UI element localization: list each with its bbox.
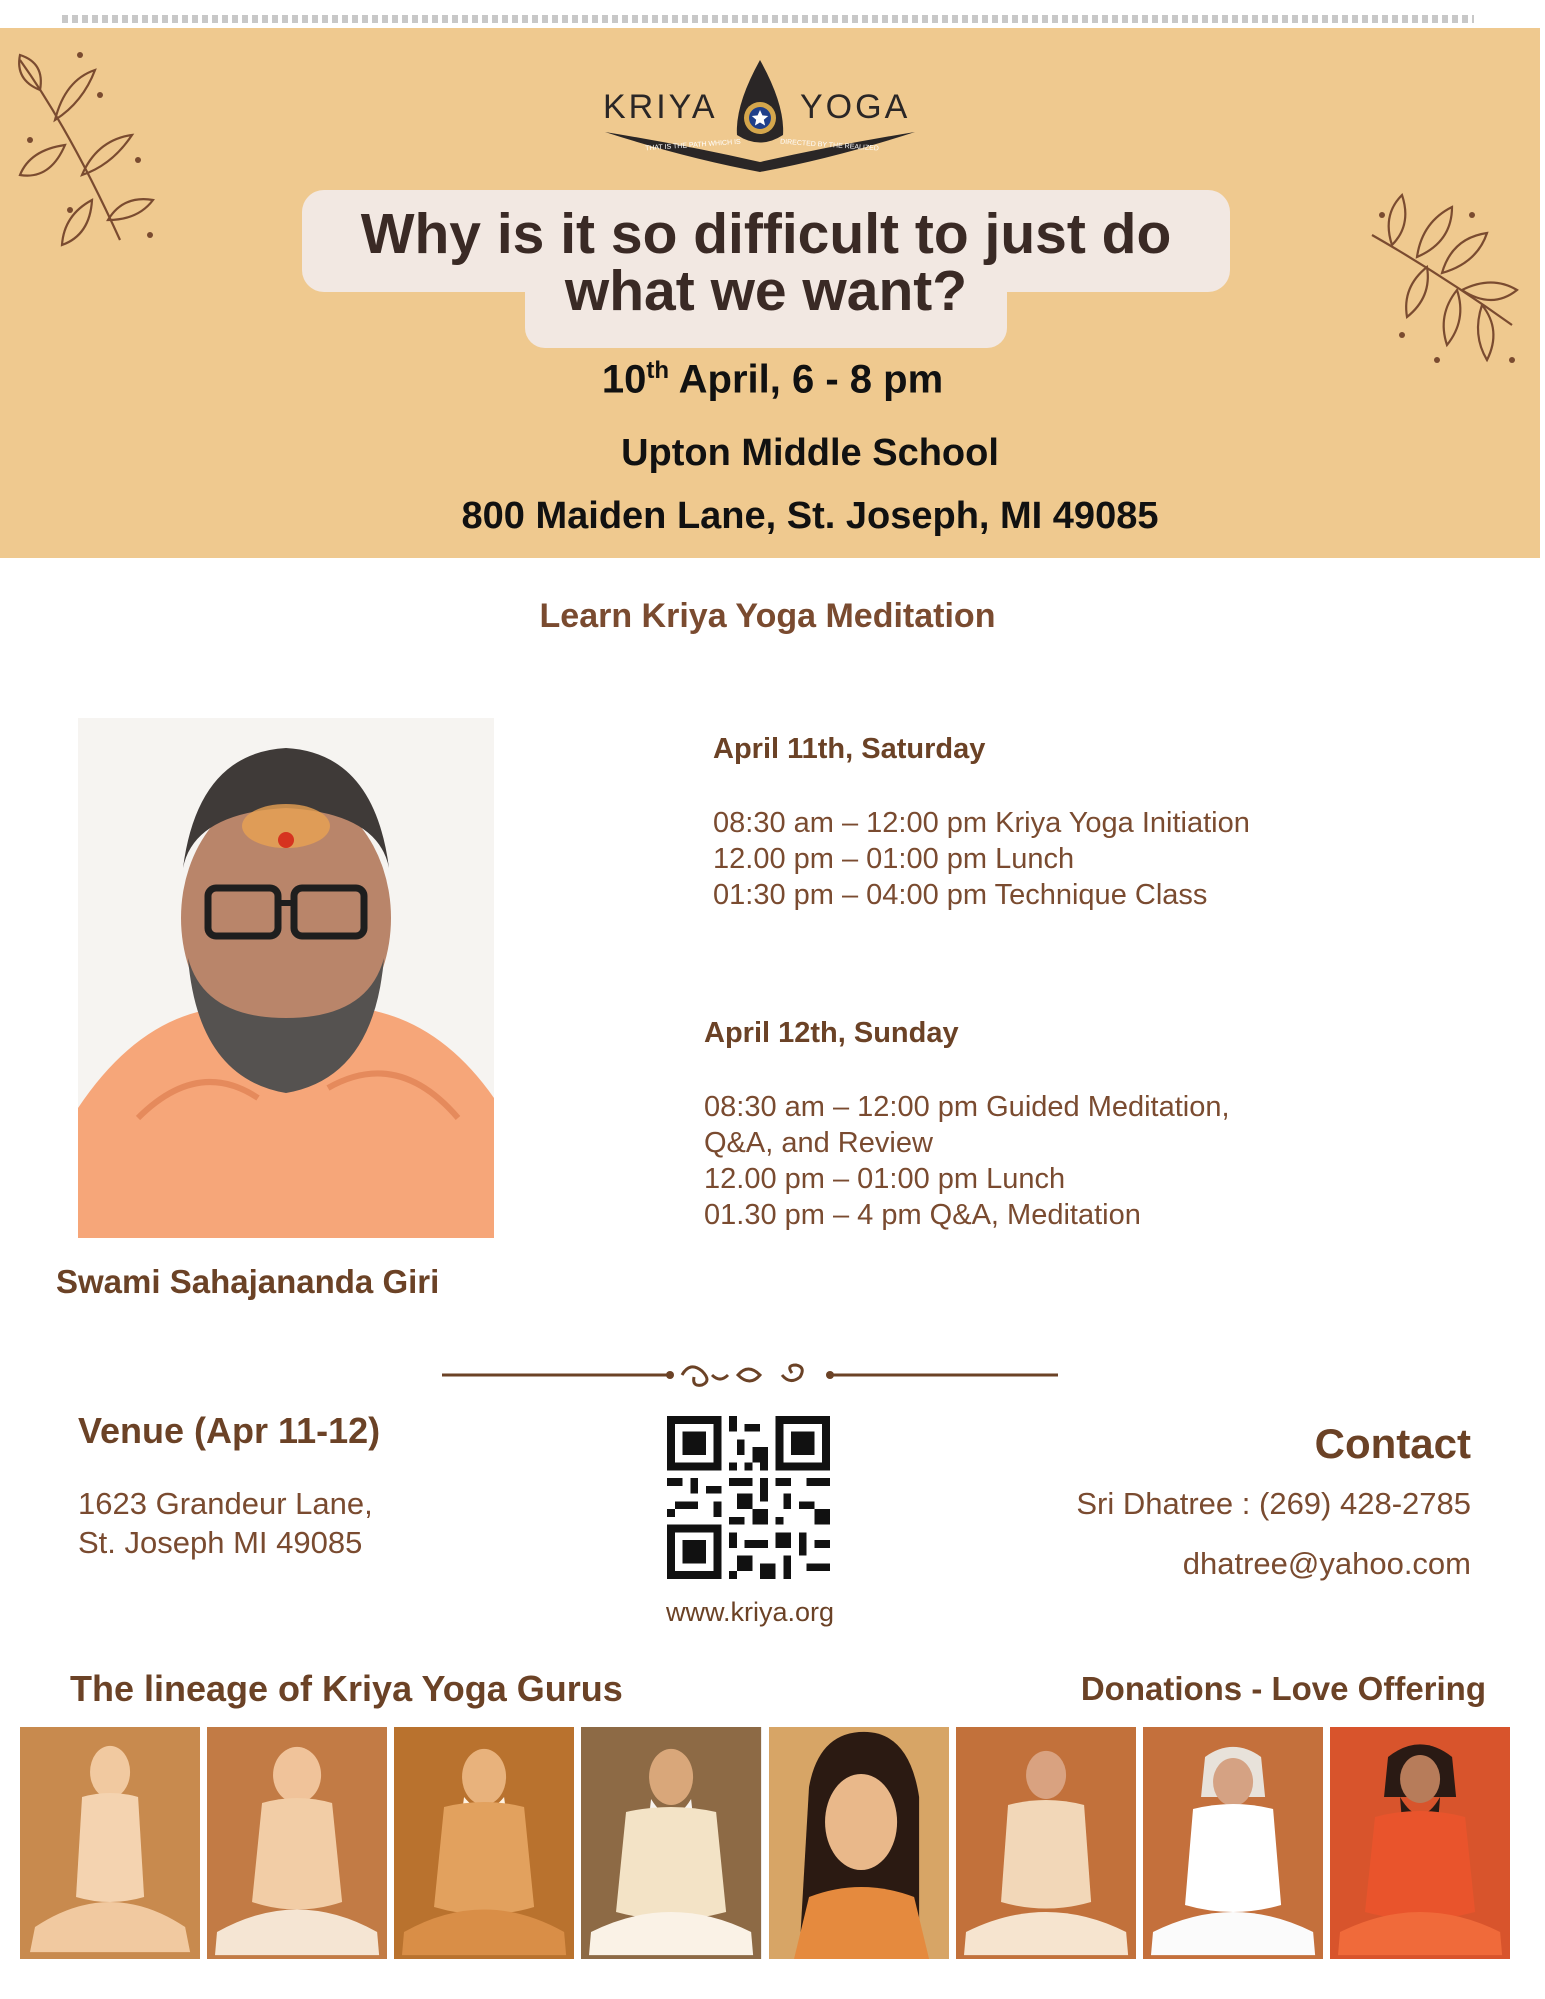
leaf-branch-right-icon: [1362, 185, 1522, 385]
section-title: Learn Kriya Yoga Meditation: [539, 597, 996, 635]
schedule-day-2-title: April 12th, Sunday: [704, 1017, 959, 1049]
contact-email[interactable]: dhatree@yahoo.com: [1182, 1546, 1471, 1581]
schedule-line: 08:30 am – 12:00 pm Kriya Yoga Initiation: [713, 807, 1250, 839]
guru-8-icon: [1330, 1727, 1510, 1959]
schedule-day-1-list: [713, 805, 1250, 913]
teacher-name: Swami Sahajananda Giri: [56, 1263, 440, 1300]
schedule-line: 12.00 pm – 01:00 pm Lunch: [713, 843, 1075, 875]
headline-line-1: Why is it so difficult to just do: [360, 202, 1172, 266]
guru-1-icon: [20, 1727, 200, 1959]
guru-3-icon: [394, 1727, 574, 1959]
guru-portrait-1: [20, 1727, 200, 1959]
guru-portrait-2: [207, 1727, 387, 1959]
guru-5-icon: [769, 1727, 949, 1959]
qr-code-icon[interactable]: [667, 1416, 830, 1579]
logo-word-yoga: YOGA: [800, 88, 911, 126]
venue-address-line-1: 1623 Grandeur Lane,: [78, 1486, 373, 1521]
headline: [302, 202, 1230, 323]
lineage-title: The lineage of Kriya Yoga Gurus: [70, 1668, 623, 1709]
guru-portrait-8: [1330, 1727, 1510, 1959]
contact-title: Contact: [1314, 1420, 1471, 1467]
schedule-line: Q&A, and Review: [704, 1127, 933, 1159]
schedule-line: 01:30 pm – 04:00 pm Technique Class: [713, 879, 1208, 911]
contact-phone[interactable]: Sri Dhatree : (269) 428-2785: [1076, 1486, 1471, 1521]
schedule-line: 01.30 pm – 4 pm Q&A, Meditation: [704, 1199, 1141, 1231]
logo-tagline-right: DIRECTED BY THE REALIZED: [779, 138, 880, 153]
guru-lineage-strip: [20, 1727, 1510, 1959]
website-link[interactable]: www.kriya.org: [665, 1597, 835, 1627]
event-date: [0, 357, 1545, 402]
guru-6-icon: [956, 1727, 1136, 1959]
schedule-line: 12.00 pm – 01:00 pm Lunch: [704, 1163, 1066, 1195]
schedule-line: 08:30 am – 12:00 pm Guided Meditation,: [704, 1091, 1230, 1123]
top-dotted-border: [62, 15, 1474, 23]
donations-label: Donations - Love Offering: [1080, 1670, 1486, 1707]
guru-7-icon: [1143, 1727, 1323, 1959]
kriya-yoga-logo: [585, 50, 935, 175]
guru-portrait-6: [956, 1727, 1136, 1959]
guru-4-icon: [581, 1727, 761, 1959]
headline-line-2: what we want?: [564, 259, 968, 323]
guru-portrait-5: [769, 1727, 949, 1959]
event-school: Upton Middle School: [621, 432, 999, 474]
event-address: 800 Maiden Lane, St. Joseph, MI 49085: [461, 495, 1159, 537]
schedule-day-1-title: April 11th, Saturday: [713, 733, 986, 765]
guru-2-icon: [207, 1727, 387, 1959]
teacher-photo: [78, 718, 494, 1238]
logo-tagline-left: THAT IS THE PATH WHICH IS: [644, 138, 741, 153]
guru-portrait-4: [581, 1727, 761, 1959]
leaf-branch-left-icon: [10, 40, 160, 250]
guru-portrait-3: [394, 1727, 574, 1959]
event-date-rest: April, 6 - 8 pm: [669, 357, 944, 402]
teacher-portrait-icon: [78, 718, 494, 1238]
guru-portrait-7: [1143, 1727, 1323, 1959]
venue-title: Venue (Apr 11-12): [78, 1410, 381, 1451]
event-day: 10: [601, 357, 647, 402]
logo-word-kriya: KRIYA: [603, 88, 718, 126]
ornamental-divider-icon: [442, 1360, 1058, 1390]
event-day-suffix: th: [646, 357, 670, 384]
venue-address-line-2: St. Joseph MI 49085: [78, 1525, 363, 1560]
schedule-day-2-list: [704, 1089, 1230, 1233]
